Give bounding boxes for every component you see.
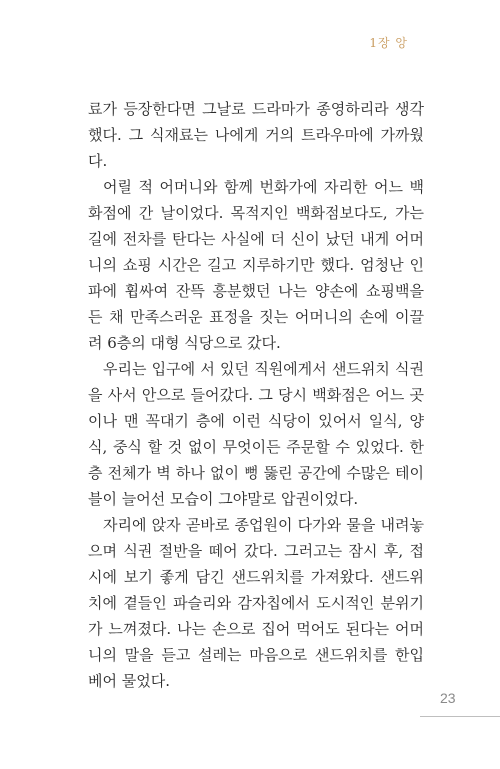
paragraph: 자리에 앉자 곧바로 종업원이 다가와 물을 내려놓으며 식권 절반을 떼어 갔다. 그러고는 잠시 후, 접시에 보기 좋게 담긴 샌드위치를 가져왔다. 샌드위치에 곁들인 파슬리와 감자칩에서 도시적인 분위기가 느껴졌다. 나는 손으로 집어 먹어도 된다는 어머니의 말을 듣고 설레는 마음으로 샌드위치를 한입 베어 물었다. [88, 516, 424, 690]
paragraph: 우리는 입구에 서 있던 직원에게서 샌드위치 식권을 사서 안으로 들어갔다. 그 당시 백화점은 어느 곳이나 맨 꼭대기 층에 이런 식당이 있어서 일식, 양식, 중식 할 것 없이 무엇이든 주문할 수 있었다. 한 층 전체가 벽 하나 없이 뻥 뚫린 공간에 수많은 테이블이 늘어선 모습이 그야말로 압권이었다. [88, 360, 424, 508]
chapter-mark: 1장 앙 [369, 36, 408, 50]
paragraph: 료가 등장한다면 그날로 드라마가 종영하리라 생각했다. 그 식재료는 나에게 거의 트라우마에 가까웠다. [88, 100, 424, 170]
page-number: 23 [440, 690, 456, 706]
footer-divider [420, 716, 500, 717]
body-text [88, 96, 424, 694]
paragraph: 어릴 적 어머니와 함께 번화가에 자리한 어느 백화점에 간 날이었다. 목적지인 백화점보다도, 가는 길에 전차를 탄다는 사실에 더 신이 났던 내게 어머니의 쇼핑 시간은 길고 지루하기만 했다. 엄청난 인파에 휩싸여 잔뜩 흥분했던 나는 양손에 쇼핑백을 든 채 만족스러운 표정을 짓는 어머니의 손에 이끌려 6층의 대형 식당으로 갔다. [88, 178, 424, 352]
